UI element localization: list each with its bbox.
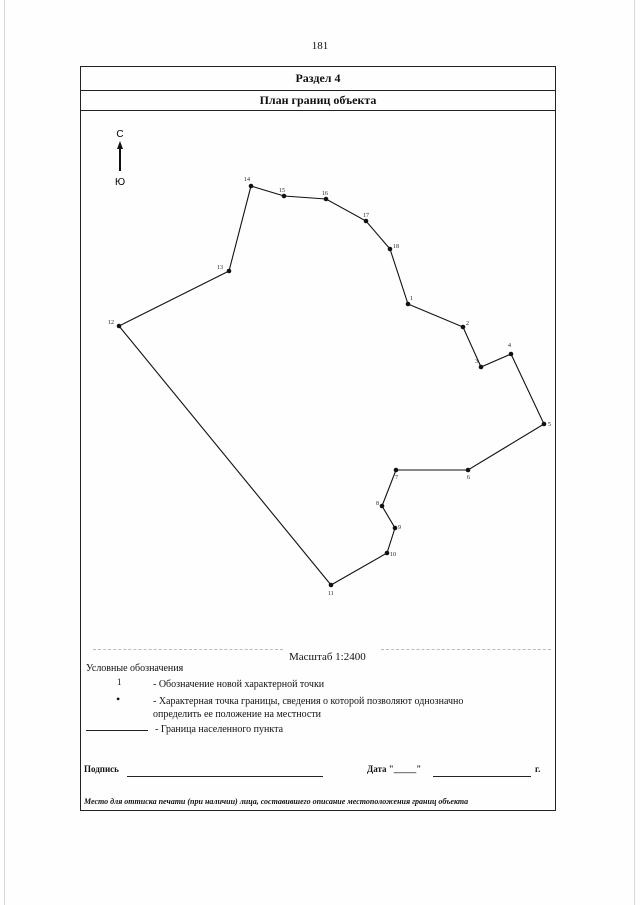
boundary-point-label-13: 13 xyxy=(217,265,223,271)
north-arrow-icon xyxy=(117,141,123,171)
legend-boundary-text: - Граница населенного пункта xyxy=(155,724,284,735)
legend-char-point-text: - Характерная точка границы, сведения о которой позволяют однозначно xyxy=(153,696,464,707)
compass-north-label: С xyxy=(116,129,124,140)
scan-edge-right xyxy=(634,0,635,905)
boundary-point-1 xyxy=(406,302,411,307)
boundary-point-10 xyxy=(385,551,390,556)
boundary-points xyxy=(108,177,551,597)
boundary-point-label-8: 8 xyxy=(376,501,379,507)
boundary-point-label-1: 1 xyxy=(410,296,413,302)
scale-rule-right xyxy=(381,649,551,650)
boundary-point-15 xyxy=(282,194,287,199)
signature-label: Подпись xyxy=(84,764,119,774)
boundary-point-13 xyxy=(227,269,232,274)
boundary-point-label-10: 10 xyxy=(390,552,396,558)
legend-new-point-text: - Обозначение новой характерной точки xyxy=(153,679,325,690)
boundary-point-label-16: 16 xyxy=(322,191,328,197)
boundary-point-16 xyxy=(324,197,329,202)
legend-char-point-dot: • xyxy=(116,692,121,706)
boundary-point-4 xyxy=(509,352,514,357)
boundary-point-label-17: 17 xyxy=(363,213,369,219)
boundary-point-label-15: 15 xyxy=(279,188,285,194)
document-frame xyxy=(80,66,556,811)
boundary-point-9 xyxy=(393,526,398,531)
date-label: Дата "_____" xyxy=(367,764,422,774)
date-line xyxy=(433,776,531,777)
boundary-polygon xyxy=(119,186,544,585)
legend-title: Условные обозначения xyxy=(86,663,184,674)
boundary-point-8 xyxy=(380,504,385,509)
compass-south-label: Ю xyxy=(114,177,126,188)
boundary-point-7 xyxy=(394,468,399,473)
plan-title: План границ объекта xyxy=(81,91,555,111)
boundary-point-label-14: 14 xyxy=(244,177,250,183)
boundary-point-label-7: 7 xyxy=(395,475,398,481)
boundary-point-label-2: 2 xyxy=(466,321,469,327)
boundary-point-11 xyxy=(329,583,334,588)
boundary-point-17 xyxy=(364,219,369,224)
boundary-point-label-4: 4 xyxy=(508,343,511,349)
stamp-note: Место для оттиска печати (при наличии) лица, составившего описание местоположения границ объекта xyxy=(84,797,469,806)
section-title: Раздел 4 xyxy=(81,67,555,91)
boundary-point-14 xyxy=(249,184,254,189)
boundary-point-label-3: 3 xyxy=(475,359,478,365)
boundary-point-18 xyxy=(388,247,393,252)
boundary-point-label-5: 5 xyxy=(548,422,551,428)
boundary-point-label-6: 6 xyxy=(467,475,470,481)
boundary-point-5 xyxy=(542,422,547,427)
scan-edge-left xyxy=(4,0,5,905)
boundary-point-6 xyxy=(466,468,471,473)
boundary-point-12 xyxy=(117,324,122,329)
boundary-point-3 xyxy=(479,365,484,370)
signature-line xyxy=(127,776,323,777)
boundary-point-label-12: 12 xyxy=(108,320,114,326)
boundary-point-label-18: 18 xyxy=(393,244,399,250)
page-number: 181 xyxy=(311,40,329,52)
legend-char-point-text-2: определить ее положение на местности xyxy=(153,709,322,720)
scale-label: Масштаб 1:2400 xyxy=(289,651,366,663)
scale-rule-left xyxy=(93,649,283,650)
date-year-suffix: г. xyxy=(535,764,541,774)
boundary-point-2 xyxy=(461,325,466,330)
legend-boundary-line xyxy=(86,730,148,731)
legend-new-point-symbol: 1 xyxy=(117,677,122,687)
boundary-point-label-11: 11 xyxy=(328,591,334,597)
boundary-point-label-9: 9 xyxy=(398,525,401,531)
